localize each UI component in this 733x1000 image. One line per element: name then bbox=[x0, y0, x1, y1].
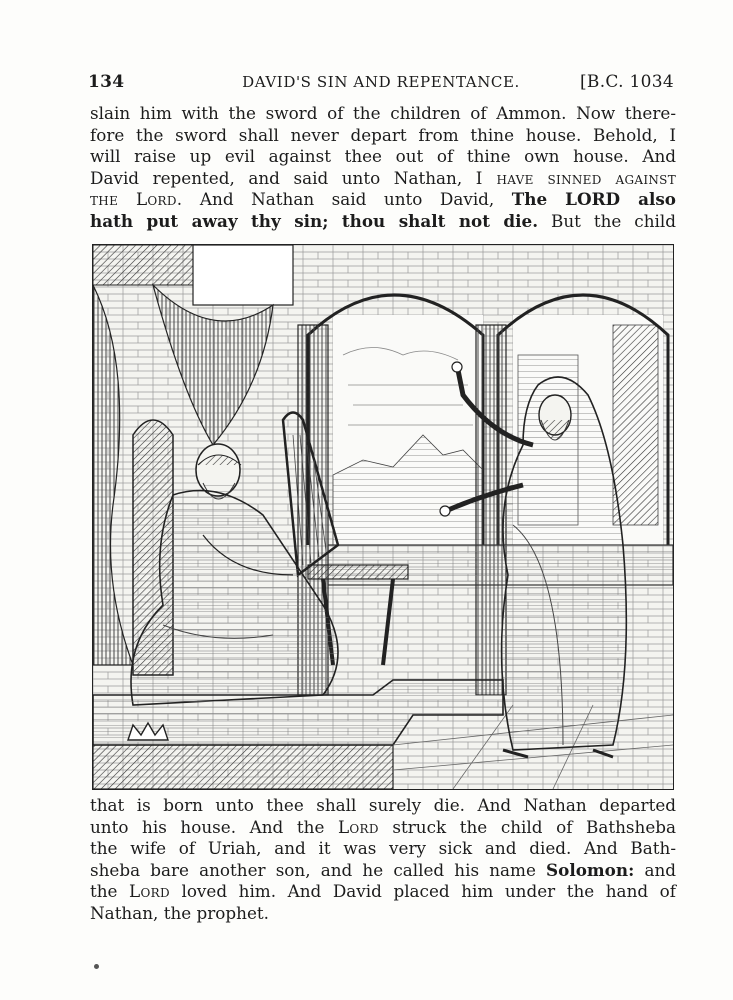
text-line: slain him with the sword of the children of Ammon. Now there- bbox=[90, 103, 676, 123]
small-caps-word: Lord bbox=[337, 816, 379, 837]
text-run: And Nathan said unto David, bbox=[182, 189, 512, 209]
engraving-drawing bbox=[93, 245, 673, 789]
bold-name: Solomon: bbox=[546, 859, 635, 880]
text-line: fore the sword shall never depart from thine house. Behold, I bbox=[90, 124, 676, 145]
text-run: the bbox=[90, 881, 130, 901]
small-caps-quote: the Lord. bbox=[90, 189, 183, 209]
text-run: struck the child of Bathsheba bbox=[378, 816, 676, 837]
date-marker: [B.C. 1034 bbox=[579, 72, 674, 92]
text-line: Nathan, the prophet. bbox=[90, 902, 269, 923]
text-line: that is born unto thee shall surely die. And Nathan departed bbox=[90, 795, 676, 815]
text-run: unto his house. And the bbox=[90, 816, 338, 837]
running-header bbox=[88, 72, 674, 98]
small-caps-word: Lord bbox=[129, 881, 170, 901]
text-line bbox=[90, 189, 676, 211]
text-line bbox=[90, 860, 676, 882]
body-text-bottom bbox=[90, 795, 676, 924]
text-run: But the child bbox=[538, 210, 676, 231]
text-run: and bbox=[634, 859, 676, 880]
text-line bbox=[90, 881, 676, 903]
text-line bbox=[90, 168, 676, 190]
text-line bbox=[90, 211, 676, 233]
text-line bbox=[90, 817, 676, 839]
text-run: David repented, and said unto Nathan, bbox=[90, 167, 476, 188]
ink-speck bbox=[94, 964, 99, 969]
text-run: loved him. And David placed him under the hand of bbox=[169, 881, 676, 901]
running-title: DAVID'S SIN AND REPENTANCE. bbox=[242, 73, 520, 91]
crown-icon bbox=[128, 723, 168, 740]
page-number: 134 bbox=[88, 72, 125, 92]
bold-quote: The LORD also bbox=[511, 189, 676, 209]
body-text-top bbox=[90, 103, 676, 232]
table bbox=[308, 565, 408, 579]
text-run: sheba bare another son, and he called his name bbox=[90, 859, 547, 880]
illustration-engraving bbox=[92, 244, 674, 790]
small-caps-quote: I have sinned against bbox=[475, 167, 677, 188]
bold-quote: hath put away thy sin; thou shalt not die. bbox=[90, 210, 539, 231]
text-line: will raise up evil against thee out of thine own house. And bbox=[90, 146, 676, 166]
text-line: the wife of Uriah, and it was very sick and died. And Bath- bbox=[90, 838, 676, 858]
